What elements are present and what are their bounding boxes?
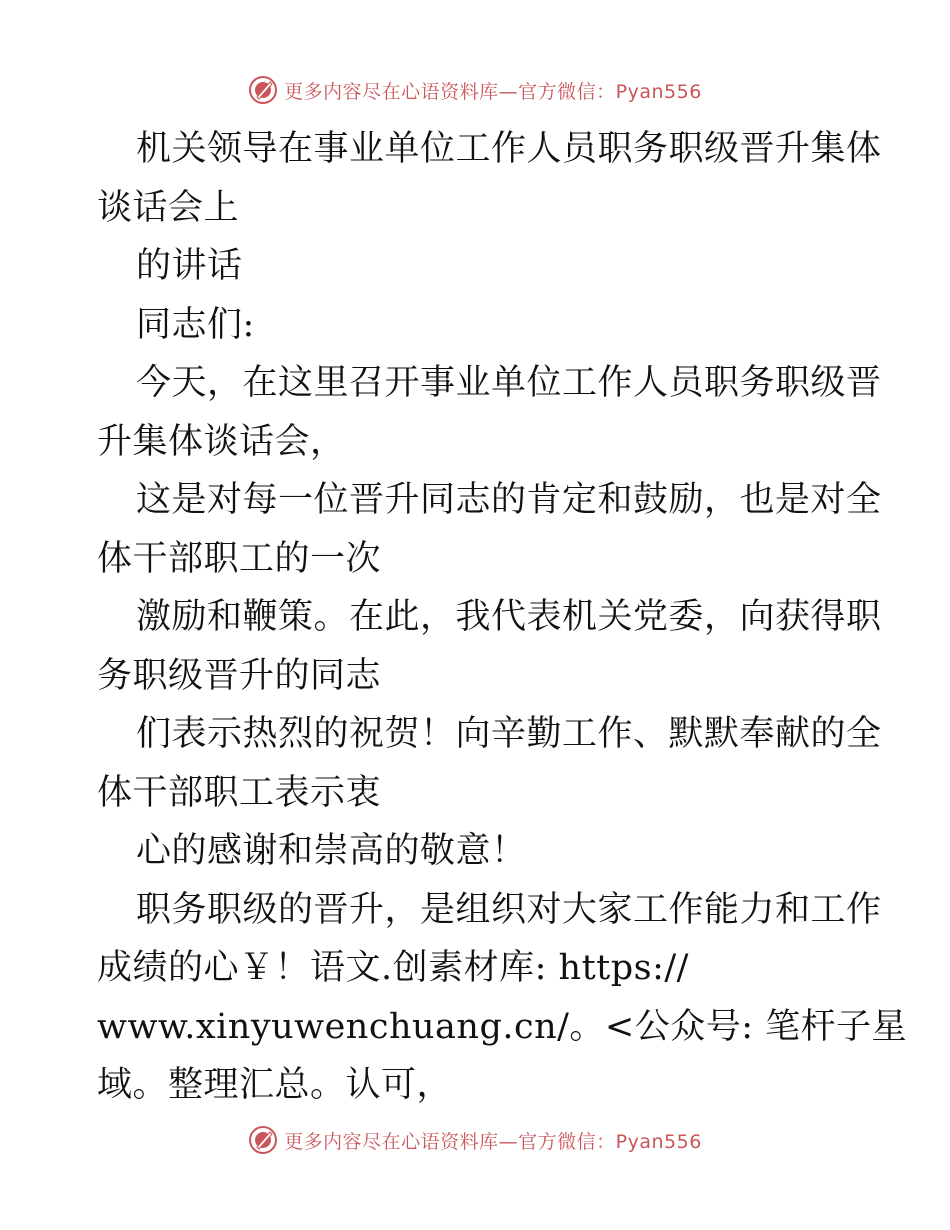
text-line: 成绩的心￥！语文.创素材库: https:// bbox=[97, 948, 689, 988]
document-body bbox=[97, 120, 908, 1115]
footer-banner bbox=[0, 1120, 950, 1160]
text-line: 体干部职工的一次 bbox=[97, 538, 382, 579]
text-line: 心的感谢和崇高的敬意！ bbox=[136, 831, 527, 871]
text-line: www.xinyuwenchuang.cn/。<公众号: 笔杆子星 bbox=[97, 1006, 908, 1047]
header-banner bbox=[0, 70, 950, 110]
text-line: 域。整理汇总。认可， bbox=[97, 1065, 453, 1105]
text-line: 激励和鞭策。在此，我代表机关党委，向获得职 bbox=[136, 597, 882, 637]
header-banner-text: 更多内容尽在心语资料库—官方微信：Pyan556 bbox=[284, 80, 702, 103]
text-line: 们表示热烈的祝贺！向辛勤工作、默默奉献的全 bbox=[136, 714, 882, 754]
quill-seal-logo-icon bbox=[248, 1125, 278, 1155]
text-line: 职务职级的晋升，是组织对大家工作能力和工作 bbox=[136, 889, 882, 930]
text-line: 今天，在这里召开事业单位工作人员职务职级晋 bbox=[136, 363, 882, 403]
quill-seal-logo-icon bbox=[248, 75, 278, 105]
footer-banner-text: 更多内容尽在心语资料库—官方微信：Pyan556 bbox=[284, 1130, 702, 1153]
salutation: 同志们: bbox=[136, 304, 255, 345]
title-line-2: 谈话会上 bbox=[97, 187, 240, 228]
text-line: 升集体谈话会， bbox=[97, 421, 346, 462]
text-line: 这是对每一位晋升同志的肯定和鼓励，也是对全 bbox=[136, 480, 882, 520]
text-line: 务职级晋升的同志 bbox=[97, 655, 382, 696]
title-line-3: 的讲话 bbox=[136, 246, 243, 286]
title-line-1: 机关领导在事业单位工作人员职务职级晋升集体 bbox=[136, 129, 882, 169]
text-line: 体干部职工表示衷 bbox=[97, 772, 382, 813]
